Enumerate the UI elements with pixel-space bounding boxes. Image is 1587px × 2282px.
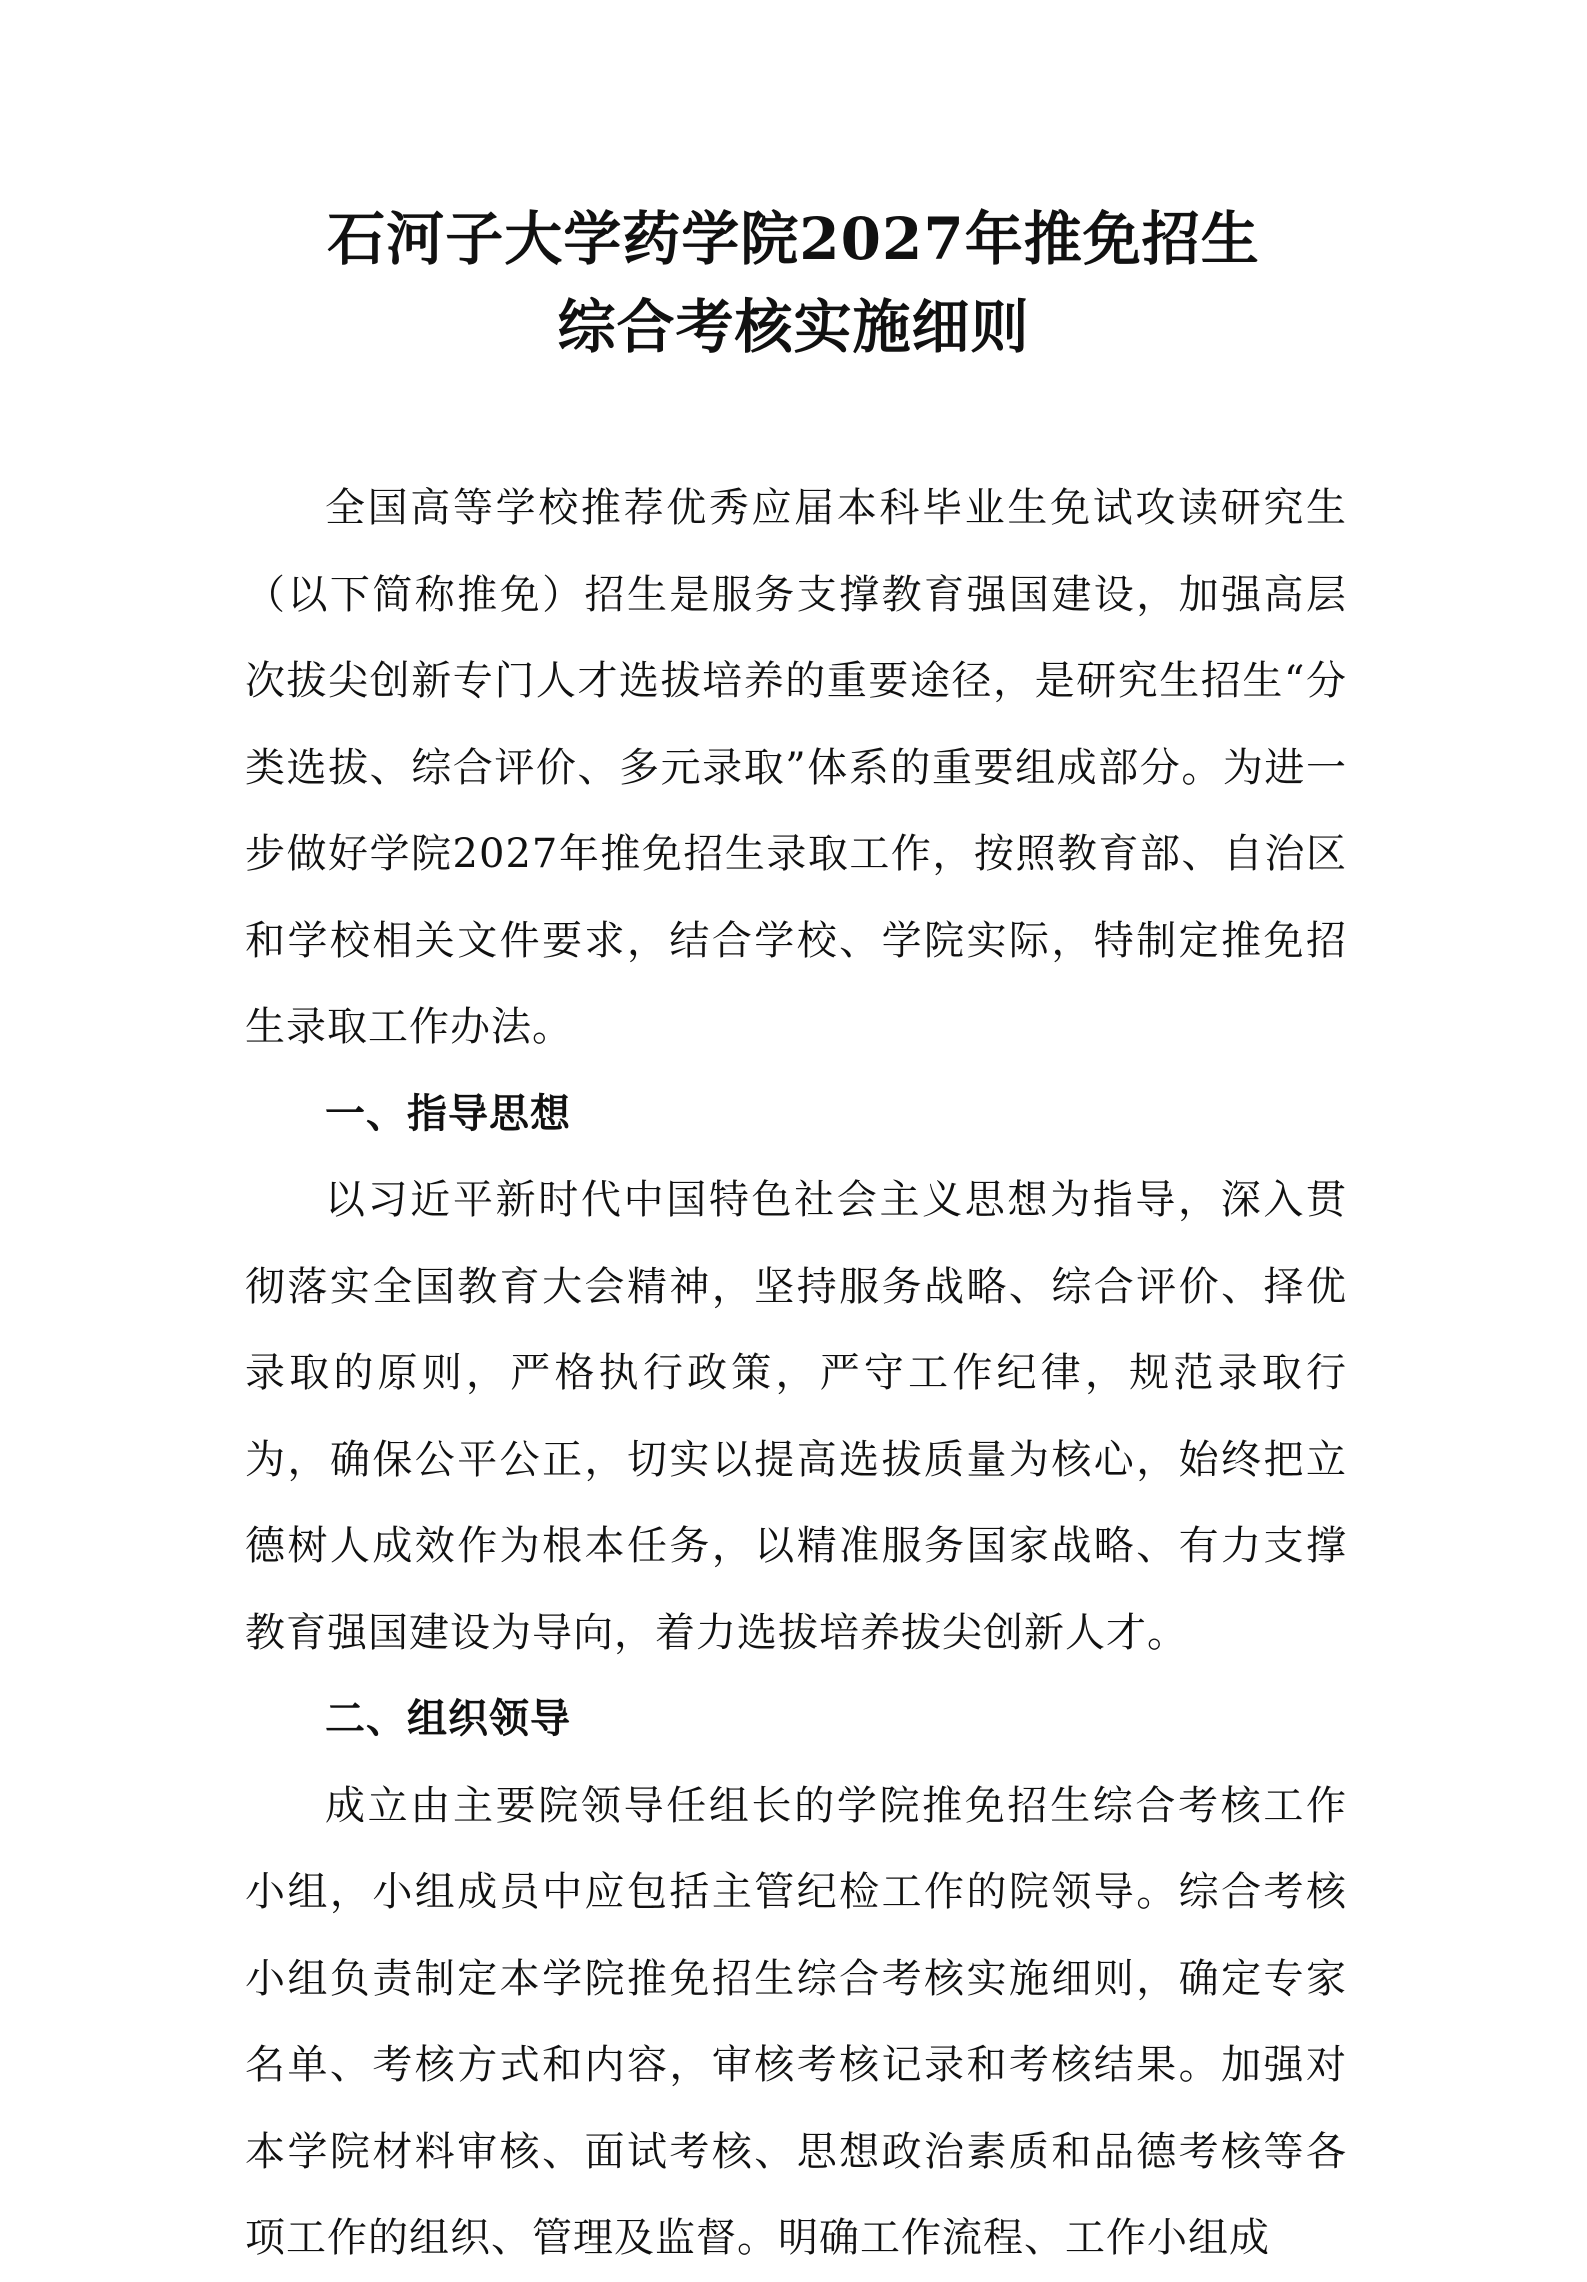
section-heading-guiding-ideology: 一、指导思想 [325, 1090, 571, 1137]
document-title [0, 195, 1587, 371]
section-paragraph-organization: 成立由主要院领导任组长的学院推免招生综合考核工作小组，小组成员中应包括主管纪检工作的院领导。综合考核小组负责制定本学院推免招生综合考核实施细则，确定专家名单、考核方式和内容，审核考核记录和考核结果。加强对本学院材料审核、面试考核、思想政治素质和品德考核等各项工作的组织、管理及监督。明确工作流程、工作小组成 [245, 1782, 1347, 2261]
section-heading-organization: 二、组织领导 [325, 1696, 571, 1742]
title-line-1: 石河子大学药学院2027年推免招生 [327, 205, 1260, 273]
document-body [245, 465, 1347, 2282]
section-paragraph-guiding-ideology: 以习近平新时代中国特色社会主义思想为指导，深入贯彻落实全国教育大会精神，坚持服务战略、综合评价、择优录取的原则，严格执行政策，严守工作纪律，规范录取行为，确保公平公正，切实以提高选拔质量为核心，始终把立德树人成效作为根本任务，以精准服务国家战略、有力支撑教育强国建设为导向，着力选拔培养拔尖创新人才。 [245, 1177, 1347, 1656]
title-line-2: 综合考核实施细则 [557, 293, 1030, 361]
intro-paragraph: 全国高等学校推荐优秀应届本科毕业生免试攻读研究生（以下简称推免）招生是服务支撑教育强国建设，加强高层次拔尖创新专门人才选拔培养的重要途径，是研究生招生“分类选拔、综合评价、多元录取”体系的重要组成部分。为进一步做好学院2027年推免招生录取工作，按照教育部、自治区和学校相关文件要求，结合学校、学院实际，特制定推免招生录取工作办法。 [245, 485, 1347, 1050]
